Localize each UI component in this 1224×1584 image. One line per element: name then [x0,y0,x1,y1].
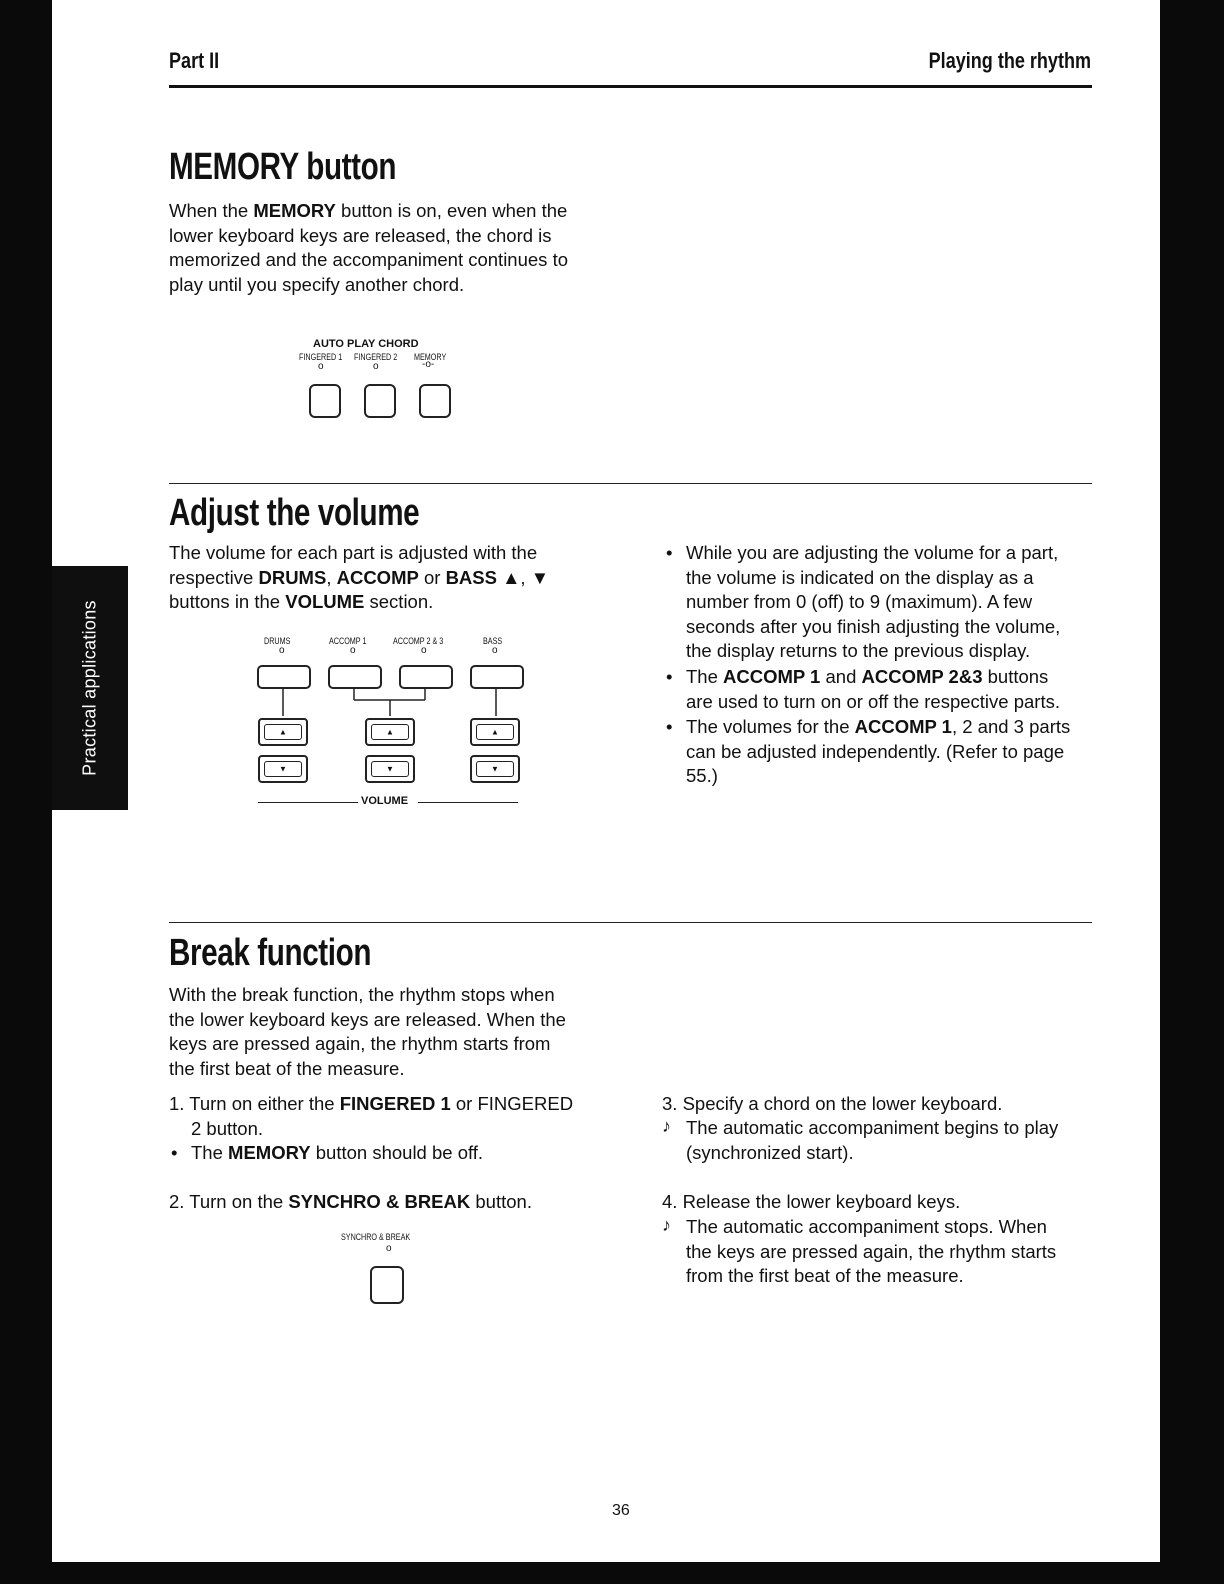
label-accomp23: ACCOMP 2 & 3 [393,636,444,646]
page-number: 36 [612,1502,630,1519]
volume-caption-line-right [418,802,518,803]
volume-text: The volume for each part is adjusted with the respective DRUMS, ACCOMP or BASS ▲, ▼ buttons in the VOLUME section. [169,542,550,613]
triangle-up-icon: ▲ [386,727,394,737]
label-drums: DRUMS [264,636,291,646]
led-memory-lit: -o- [422,359,435,370]
panel-label-fingered2: FINGERED 2 [354,352,398,362]
fingered1-key[interactable] [309,384,341,418]
drums-volume-down[interactable] [258,755,308,783]
header-part: Part II [169,48,220,73]
panel-heading: AUTO PLAY CHORD [313,338,419,350]
volume-connector-lines [250,686,530,722]
label-accomp1: ACCOMP 1 [329,636,367,646]
header-section: Playing the rhythm [928,48,1091,73]
volume-title: Adjust the volume [169,492,420,534]
led-synchro-break: o [386,1243,392,1254]
accomp-volume-up[interactable] [365,718,415,746]
page-frame-bottom [0,1562,1224,1584]
break-step-3: 3. Specify a chord on the lower keyboard. [662,1093,1003,1114]
led-fingered2: o [373,361,379,372]
side-tab: Practical applications [52,566,128,810]
led-accomp1: o [350,645,356,656]
page-frame-right [1160,0,1224,1584]
panel-label-fingered1: FINGERED 1 [299,352,343,362]
triangle-up-icon: ▲ [491,727,499,737]
synchro-break-key[interactable] [370,1266,404,1304]
section-rule [169,922,1092,923]
section-rule [169,483,1092,484]
fingered2-key[interactable] [364,384,396,418]
bullet-item: • While you are adjusting the volume for a part, the volume is indicated on the display as a number from 0 (off) to 9 (maximum). A few seconds after you finish adjusting the volume, the display returns to the previous display. [666,542,1061,662]
break-step-4-result: The automatic accompaniment stops. When the keys are pressed again, the rhythm starts from the first beat of the measure. [686,1216,1057,1287]
page-frame-left [0,0,52,1584]
break-title: Break function [169,932,372,974]
bullet-item: • The ACCOMP 1 and ACCOMP 2&3 buttons are used to turn on or off the respective parts. [666,666,1060,712]
triangle-down-icon: ▼ [386,764,394,774]
label-bass: BASS [483,636,503,646]
memory-key[interactable] [419,384,451,418]
led-bass: o [492,645,498,656]
volume-caption: VOLUME [361,795,409,807]
led-drums: o [279,645,285,656]
break-step-1: 1. Turn on either the FINGERED 1 or FINGERED 2 button. [169,1093,574,1139]
synchro-break-label: SYNCHRO & BREAK [341,1232,411,1242]
triangle-down-icon: ▼ [491,764,499,774]
break-step-3-result: The automatic accompaniment begins to play (synchronized start). [686,1117,1059,1163]
triangle-up-icon: ▲ [279,727,287,737]
break-intro: With the break function, the rhythm stops when the lower keyboard keys are released. When the keys are pressed again, the rhythm starts from the first beat of the measure. [169,984,566,1079]
break-step-1-note: • The MEMORY button should be off. [171,1142,484,1163]
break-step-2: 2. Turn on the SYNCHRO & BREAK button. [169,1191,532,1212]
memory-text: When the MEMORY button is on, even when the lower keyboard keys are released, the chord is memorized and the accompaniment continues to play until you specify another chord. [169,200,568,295]
break-step-4: 4. Release the lower keyboard keys. [662,1191,961,1212]
bullet-item: • The volumes for the ACCOMP 1, 2 and 3 parts can be adjusted independently. (Refer to page 55.) [666,716,1071,787]
volume-caption-line-left [258,802,358,803]
panel-label-memory: MEMORY [414,352,447,362]
bass-volume-down[interactable] [470,755,520,783]
triangle-down-icon: ▼ [279,764,287,774]
result-arrow-icon: ♪ [662,1116,671,1136]
bass-volume-up[interactable] [470,718,520,746]
drums-volume-up[interactable] [258,718,308,746]
accomp-volume-down[interactable] [365,755,415,783]
memory-title: MEMORY button [169,146,397,188]
led-accomp23: o [421,645,427,656]
header-rule [169,85,1092,88]
result-arrow-icon: ♪ [662,1215,671,1235]
led-fingered1: o [318,361,324,372]
